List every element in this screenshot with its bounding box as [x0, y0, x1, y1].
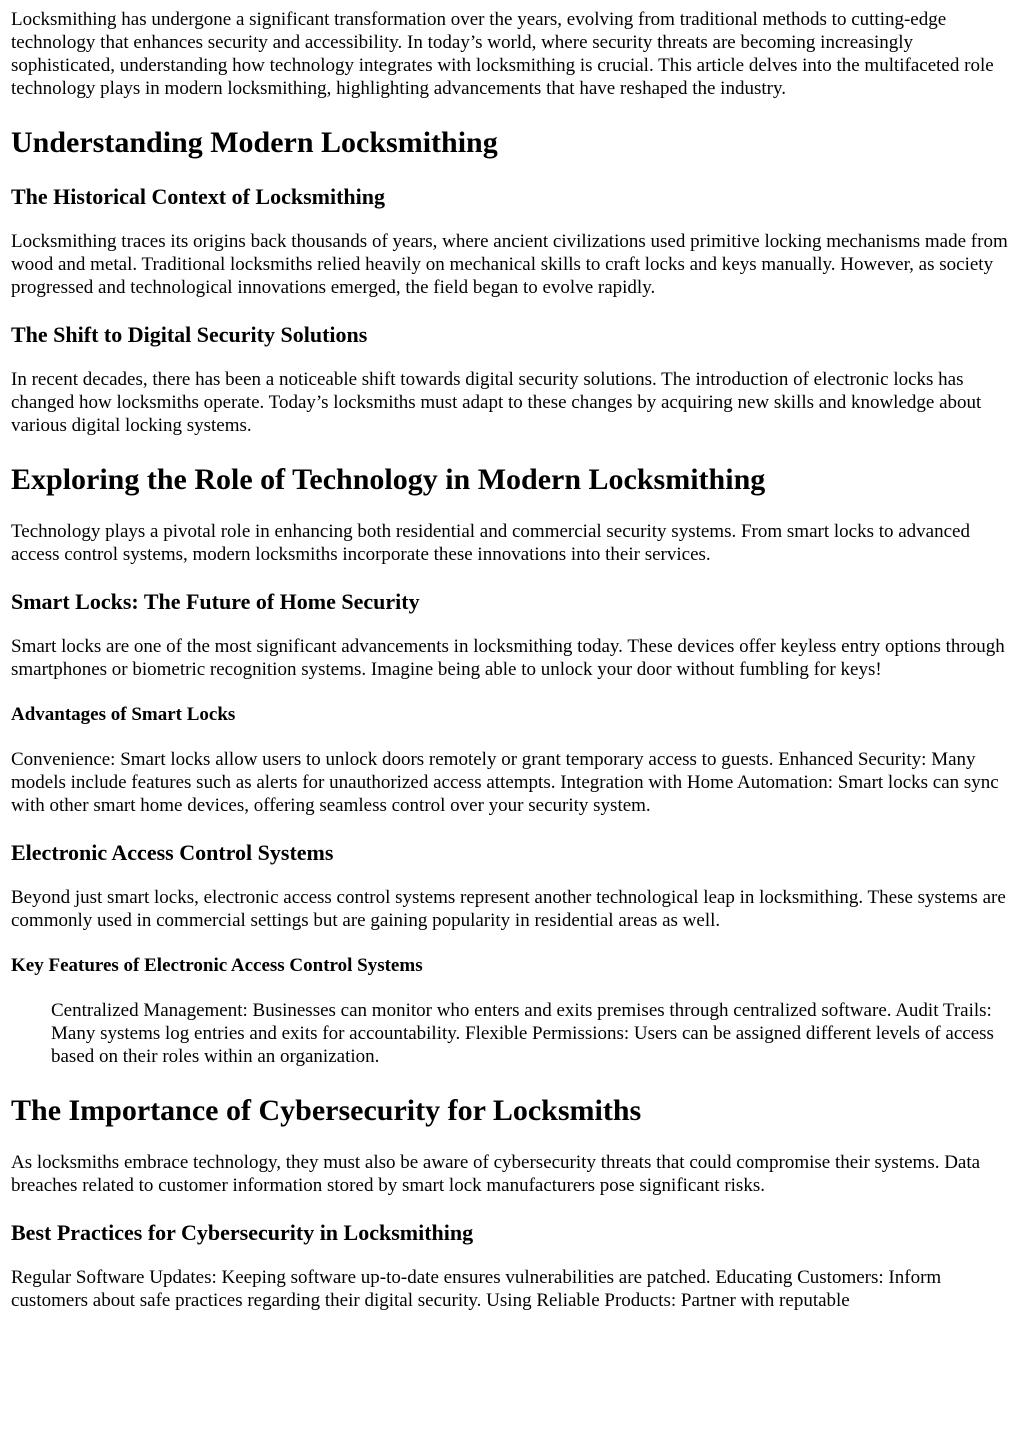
historical-context-paragraph: Locksmithing traces its origins back thousands of years, where ancient civilizations used primitive locking mechanisms made from wood and metal. Traditional locksmiths relied heavily on mechanical skills to craft locks and keys manually. However, as society progressed and technological innovations emerged, the field began to evolve rapidly.: [11, 231, 1008, 298]
subsection-heading-access-control: Electronic Access Control Systems: [11, 840, 334, 865]
smart-locks-paragraph: Smart locks are one of the most significant advancements in locksmithing today. These devices offer keyless entry options through smartphones or biometric recognition systems. Imagine being able to unlock your door without fumbling for keys!: [11, 636, 1005, 680]
minor-heading-key-features: Key Features of Electronic Access Control Systems: [11, 955, 423, 976]
advantages-smart-locks-paragraph: Convenience: Smart locks allow users to unlock doors remotely or grant temporary access to guests. Enhanced Security: Many models include features such as alerts for unauthorized access attempts. Integration with Home Automation: Smart locks can sync with other smart home devices, offering seamless control over your security system.: [11, 749, 999, 816]
best-practices-paragraph: Regular Software Updates: Keeping software up-to-date ensures vulnerabilities are patched. Educating Customers: Inform customers about safe practices regarding their digital security. Using Reliable Products: Partner with reputable: [11, 1267, 942, 1311]
cybersecurity-paragraph: As locksmiths embrace technology, they must also be aware of cybersecurity threats that could compromise their systems. Data breaches related to customer information stored by smart lock manufacturers pose significant risks.: [11, 1152, 981, 1196]
role-of-technology-paragraph: Technology plays a pivotal role in enhancing both residential and commercial security systems. From smart locks to advanced access control systems, modern locksmiths incorporate these innovations into their services.: [11, 521, 970, 565]
section-heading-understanding: Understanding Modern Locksmithing: [11, 126, 498, 159]
intro-paragraph: Locksmithing has undergone a significant transformation over the years, evolving from traditional methods to cutting-edge technology that enhances security and accessibility. In today’s world, where security threats are becoming increasingly sophisticated, understanding how technology integrates with locksmithing is crucial. This article delves into the multifaceted role technology plays in modern locksmithing, highlighting advancements that have reshaped the industry.: [11, 9, 994, 99]
subsection-heading-historical-context: The Historical Context of Locksmithing: [11, 184, 385, 209]
section-heading-role-of-technology: Exploring the Role of Technology in Modern Locksmithing: [11, 463, 766, 496]
section-heading-cybersecurity: The Importance of Cybersecurity for Locksmiths: [11, 1094, 642, 1127]
access-control-paragraph: Beyond just smart locks, electronic access control systems represent another technological leap in locksmithing. These systems are commonly used in commercial settings but are gaining popularity in residential areas as well.: [11, 887, 1006, 931]
digital-shift-paragraph: In recent decades, there has been a noticeable shift towards digital security solutions. The introduction of electronic locks has changed how locksmiths operate. Today’s locksmiths must adapt to these changes by acquiring new skills and knowledge about various digital locking systems.: [11, 369, 982, 436]
subsection-heading-digital-shift: The Shift to Digital Security Solutions: [11, 322, 368, 347]
minor-heading-advantages-smart-locks: Advantages of Smart Locks: [11, 704, 236, 725]
subsection-heading-best-practices: Best Practices for Cybersecurity in Locksmithing: [11, 1220, 474, 1245]
key-features-blockquote: Centralized Management: Businesses can monitor who enters and exits premises through centralized software. Audit Trails: Many systems log entries and exits for accountability. Flexible Permissions: Users can be assigned different levels of access based on their roles within an organization.: [51, 1000, 994, 1067]
subsection-heading-smart-locks: Smart Locks: The Future of Home Security: [11, 589, 420, 614]
